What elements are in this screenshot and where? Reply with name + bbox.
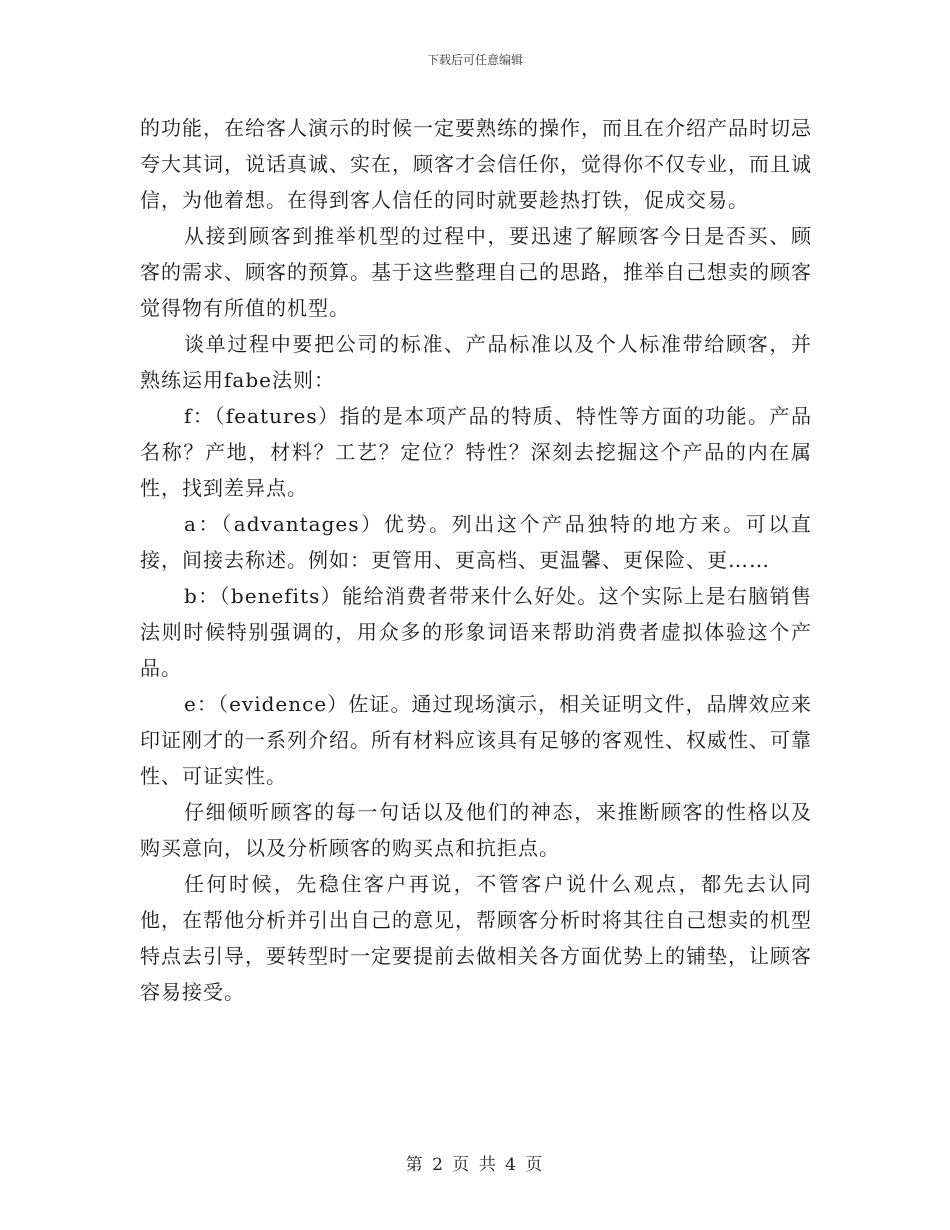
paragraph-listening: 仔细倾听顾客的每一句话以及他们的神态，来推断顾客的性格以及购买意向，以及分析顾客的购买点和抗拒点。 xyxy=(140,800,812,860)
paragraph-fabe-advantages: a：（advantages）优势。列出这个产品独特的地方来。可以直接，间接去称述。例如：更管用、更高档、更温馨、更保险、更…… xyxy=(140,512,812,572)
paragraph-fabe-features: f：（features）指的是本项产品的特质、特性等方面的功能。产品名称？产地，材料？工艺？定位？特性？深刻去挖掘这个产品的内在属性，找到差异点。 xyxy=(140,404,812,500)
document-body xyxy=(140,110,812,1010)
paragraph-fabe-evidence: e：（evidence）佐证。通过现场演示，相关证明文件，品牌效应来印证刚才的一系列介绍。所有材料应该具有足够的客观性、权威性、可靠性、可证实性。 xyxy=(140,692,812,788)
paragraph-customer-needs: 从接到顾客到推举机型的过程中，要迅速了解顾客今日是否买、顾客的需求、顾客的预算。基于这些整理自己的思路，推举自己想卖的顾客觉得物有所值的机型。 xyxy=(140,224,812,320)
paragraph-continuation: 的功能，在给客人演示的时候一定要熟练的操作，而且在介绍产品时切忌夸大其词，说话真诚、实在，顾客才会信任你，觉得你不仅专业，而且诚信，为他着想。在得到客人信任的同时就要趁热打铁，促成交易。 xyxy=(140,116,812,212)
paragraph-fabe-benefits: b：（benefits）能给消费者带来什么好处。这个实际上是右脑销售法则时候特别强调的，用众多的形象词语来帮助消费者虚拟体验这个产品。 xyxy=(140,584,812,680)
paragraph-fabe-intro: 谈单过程中要把公司的标准、产品标准以及个人标准带给顾客，并熟练运用fabe法则： xyxy=(140,332,812,392)
page-header: 下载后可任意编辑 xyxy=(426,53,523,67)
page-number-footer: 第 2 页 共 4 页 xyxy=(405,1155,545,1175)
paragraph-guidance: 任何时候，先稳住客户再说，不管客户说什么观点，都先去认同他，在帮他分析并引出自己的意见，帮顾客分析时将其往自己想卖的机型特点去引导，要转型时一定要提前去做相关各方面优势上的铺垫，让顾客容易接受。 xyxy=(140,872,812,1004)
